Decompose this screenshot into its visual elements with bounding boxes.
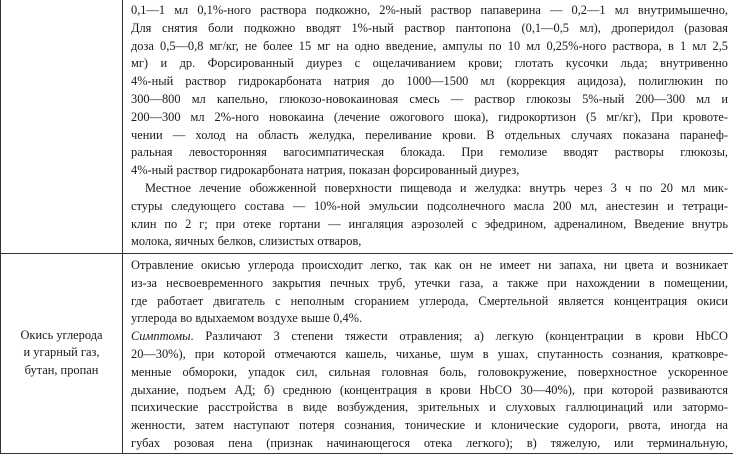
local-treatment-paragraph — [131, 180, 728, 251]
text-line: Отравление окисью углерода происходит легко, так как он не имеет ни запаха, ни цвета и возникает — [131, 257, 728, 275]
text-line: из-за несвоевременного закрытия печных труб, утечки газа, а также при нахождении в помещении, — [131, 275, 728, 293]
treatment-cell — [123, 0, 733, 254]
text-line: 20—30%), при которой отмечаются кашель, чиханье, шум в ушах, спутанность сознания, кратковре- — [131, 346, 728, 364]
table-row-carbon-monoxide — [1, 254, 733, 454]
text-line: клин по 2 г; при отеке гортани — ингаляция аэрозолей с эфедрином, адреналином, Введение внутрь — [131, 216, 728, 234]
text-line: женности, затем наступают потеря сознания, тонические и клонические судороги, рвота, иногда на — [131, 417, 728, 435]
text-line: психические расстройства в виде возбуждения, зрительных и слуховых галлюцинаций или затормо- — [131, 399, 728, 417]
text-line: Местное лечение обожженной поверхности пищевода и желудка: внутрь через 3 ч по 20 мл мик- — [131, 180, 728, 198]
text-line: молока, яичных белков, слизистых отваров, — [131, 233, 728, 251]
text-line: где работает двигатель с неполным сгоранием углерода, Смертельной является концентрация окиси — [131, 293, 728, 311]
symptoms-paragraph — [131, 328, 728, 453]
text-line: стуры следующего состава — 10%-ной эмульсии подсолнечного масла 200 мл, анестезин и тетраци- — [131, 198, 728, 216]
symptoms-label: Симптомы — [131, 329, 191, 343]
text-line: губах розовая пена (признак начинающегося отека легкого); в) тяжелую, или терминальную, — [131, 435, 728, 453]
description-cell — [123, 254, 733, 454]
text-line: углерода во вдыхаемом воздухе выше 0,4%. — [131, 310, 728, 328]
text-line: дыхание, подъем АД; б) среднюю (концентрация в крови HbCO 30—40%), при которой развиваются — [131, 382, 728, 400]
table-row-treatment — [1, 0, 733, 254]
text-line: мг) и др. Форсированный диурез с ощелачиванием крови; глотать кусочки льда; внутривенно — [131, 55, 728, 73]
substance-name-line: бутан, пропан — [7, 362, 116, 380]
text-line: Для снятия боли подкожно вводят 1%-ный раствор пантопона (0,1—0,5 мл), дроперидол (разовая — [131, 20, 728, 38]
description-paragraph — [131, 257, 728, 328]
substance-name-line: Окись углерода — [7, 327, 116, 345]
text-line: ральная левосторонняя вагосимпатическая блокада. При гемолизе вводят растворы глюкозы, — [131, 144, 728, 162]
text-line: менные обмороки, упадок сил, сильная головная боль, головокружение, поверхностное ускоренное — [131, 364, 728, 382]
text-line: доза 0,5—0,8 мг/кг, не более 15 мг на одно введение, ампулы по 10 мл 0,25%-ного раствора, в 1 мл 2,5 — [131, 38, 728, 56]
text-line: 200—300 мл 2%-ного новокаина (лечение ожогового шока), гидрокортизон (5 мг/кг), При кровоте- — [131, 109, 728, 127]
text-line: 4%-ный раствор гидрокарбоната натрия до 1000—1500 мл (коррекция ацидоза), полиглюкин по — [131, 73, 728, 91]
text-line: чении — холод на область желудка, переливание крови. В отдельных случаях показана паранеф- — [131, 127, 728, 145]
text-line: 300—800 мл капельно, глюкозо-новокаиновая смесь — раствор глюкозы 5%-ный 200—300 мл и — [131, 91, 728, 109]
substance-cell-empty — [1, 0, 123, 254]
text-line: 0,1—1 мл 0,1%-ного раствора подкожно, 2%-ный раствор папаверина — 0,2—1 мл внутримышечно, — [131, 2, 728, 20]
symptoms-text: . Различают 3 степени тяжести отравления; а) легкую (концентрации в крови HbCO — [191, 329, 728, 343]
treatment-paragraph — [131, 2, 728, 180]
substance-cell — [1, 254, 123, 454]
text-line — [131, 328, 728, 346]
substance-name-line: и угарный газ, — [7, 344, 116, 362]
text-line: 4%-ный раствор гидрокарбоната натрия, показан форсированный диурез, — [131, 162, 728, 180]
